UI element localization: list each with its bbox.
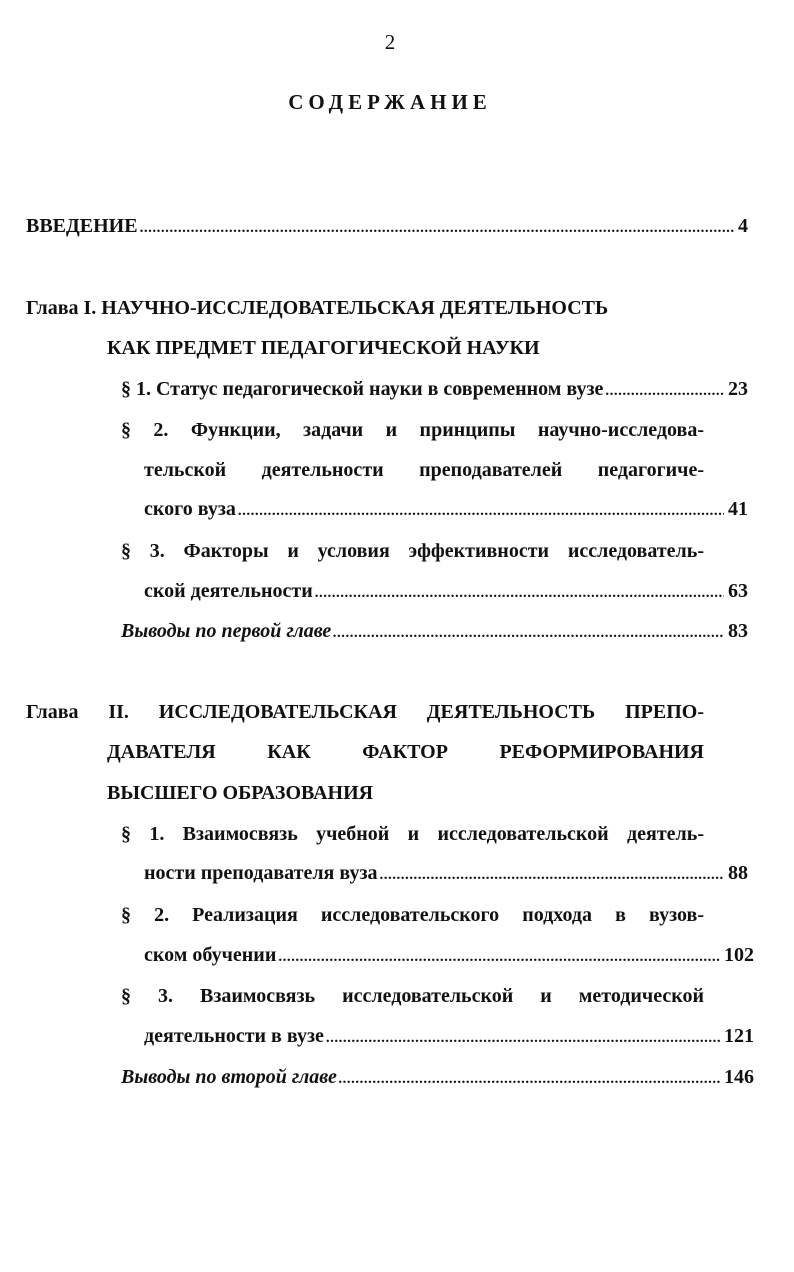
toc-entry-page: 88 xyxy=(728,862,748,884)
toc-entry-label: ской деятельности xyxy=(144,580,313,602)
chapter-2-heading: Глава II. ИССЛЕДОВАТЕЛЬСКАЯ ДЕЯТЕЛЬНОСТЬ ПРЕПО- xyxy=(26,701,704,723)
toc-entry-ch1-s2-line1[interactable]: § 2. Функции, задачи и принципы научно-исследова- xyxy=(121,419,704,441)
toc-entry-label: Выводы по первой главе xyxy=(121,620,332,642)
toc-entry-ch2-s3[interactable] xyxy=(144,1024,754,1050)
dot-leader xyxy=(326,1026,720,1050)
toc-entry-page: 41 xyxy=(728,498,748,520)
dot-leader xyxy=(278,945,720,969)
toc-entry-ch2-s1-line1[interactable]: § 1. Взаимосвязь учебной и исследовательской деятель- xyxy=(121,823,704,845)
toc-entry-label: ности преподавателя вуза xyxy=(144,862,378,884)
toc-title: СОДЕРЖАНИЕ xyxy=(288,90,492,114)
toc-entry-ch2-s2[interactable] xyxy=(144,943,754,969)
dot-leader xyxy=(333,621,724,645)
toc-entry-label: § 1. Статус педагогической науки в современном вузе xyxy=(121,378,604,400)
toc-entry-label: Выводы по второй главе xyxy=(121,1066,337,1088)
page-number: 2 xyxy=(384,30,396,54)
dot-leader xyxy=(339,1067,720,1091)
dot-leader xyxy=(605,379,724,403)
toc-entry-page: 23 xyxy=(728,378,748,400)
toc-entry-ch2-s3-line1[interactable]: § 3. Взаимосвязь исследовательской и методической xyxy=(121,985,704,1007)
toc-entry-ch2-s1[interactable] xyxy=(144,861,748,887)
toc-entry-label: ском обучении xyxy=(144,944,277,966)
toc-entry-ch1-s1[interactable] xyxy=(121,377,748,403)
chapter-1-heading-line2: КАК ПРЕДМЕТ ПЕДАГОГИЧЕСКОЙ НАУКИ xyxy=(107,337,540,359)
toc-entry-ch1-conclusions[interactable] xyxy=(121,619,748,645)
chapter-2-heading-line2: ДАВАТЕЛЯ КАК ФАКТОР РЕФОРМИРОВАНИЯ xyxy=(107,741,704,763)
dot-leader xyxy=(238,499,724,523)
toc-entry-page: 63 xyxy=(728,580,748,602)
toc-entry-ch2-s2-line1[interactable]: § 2. Реализация исследовательского подхода в вузов- xyxy=(121,904,704,926)
toc-entry-label: ского вуза xyxy=(144,498,236,520)
toc-entry-ch1-s2[interactable] xyxy=(144,497,748,523)
toc-entry-ch1-s2-line2[interactable]: тельской деятельности преподавателей педагогиче- xyxy=(144,459,704,481)
toc-entry-intro[interactable] xyxy=(26,214,748,240)
toc-entry-page: 121 xyxy=(724,1025,754,1047)
dot-leader xyxy=(315,581,724,605)
toc-entry-page: 146 xyxy=(724,1066,754,1088)
toc-entry-label: ВВЕДЕНИЕ xyxy=(26,215,138,237)
chapter-2-heading-line3: ВЫСШЕГО ОБРАЗОВАНИЯ xyxy=(107,782,374,804)
toc-entry-page: 4 xyxy=(738,215,748,237)
dot-leader xyxy=(380,863,724,887)
toc-entry-page: 83 xyxy=(728,620,748,642)
toc-entry-page: 102 xyxy=(724,944,754,966)
toc-entry-label: деятельности в вузе xyxy=(144,1025,324,1047)
toc-entry-ch1-s3[interactable] xyxy=(144,579,748,605)
toc-entry-ch1-s3-line1[interactable]: § 3. Факторы и условия эффективности исследователь- xyxy=(121,540,704,562)
dot-leader xyxy=(140,216,734,240)
toc-entry-ch2-conclusions[interactable] xyxy=(121,1065,754,1091)
chapter-1-heading: Глава I. НАУЧНО-ИССЛЕДОВАТЕЛЬСКАЯ ДЕЯТЕЛЬНОСТЬ xyxy=(26,297,609,319)
